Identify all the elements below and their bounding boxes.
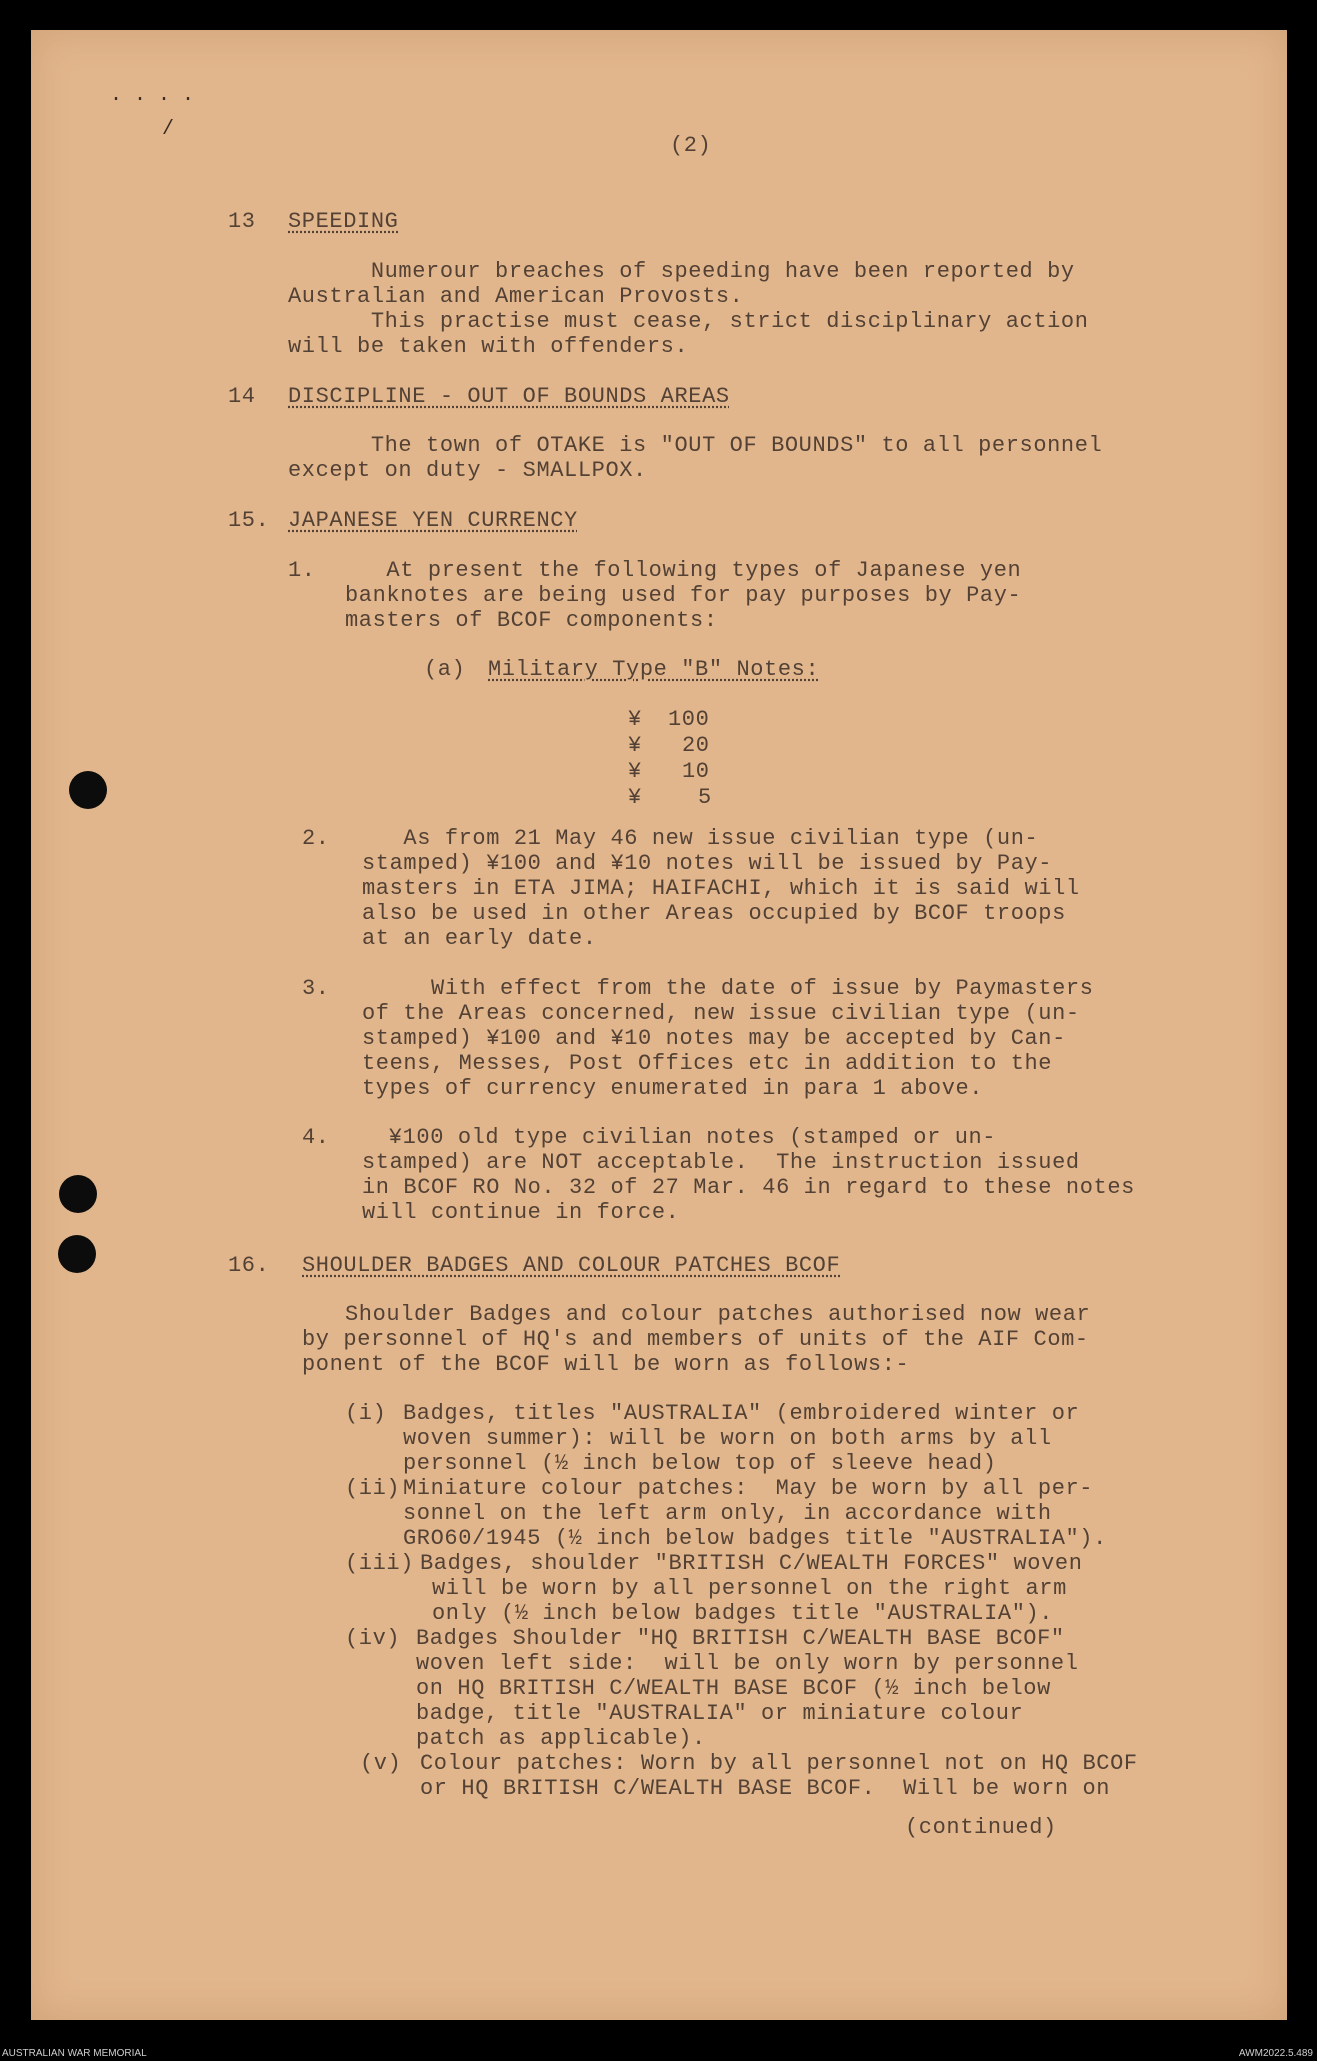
para-2-line: also be used in other Areas occupied by BCOF troops — [362, 901, 1066, 926]
item-i-line: personnel (½ inch below top of sleeve head) — [403, 1451, 997, 1476]
section-14-title: DISCIPLINE - OUT OF BOUNDS AREAS — [288, 384, 730, 409]
ink-speck: · · · · — [110, 88, 195, 111]
punch-hole — [58, 1235, 96, 1273]
item-iii-label: (iii) — [345, 1551, 415, 1576]
footer-archive-name: AUSTRALIAN WAR MEMORIAL — [2, 2048, 147, 2059]
section-16-number: 16. — [228, 1253, 270, 1278]
section-16-intro-line: ponent of the BCOF will be worn as follows:- — [302, 1352, 910, 1377]
section-13-line: Numerour breaches of speeding have been reported by — [288, 259, 1075, 284]
item-iii-line: will be worn by all personnel on the right arm — [432, 1576, 1067, 1601]
punch-hole — [69, 771, 107, 809]
ink-speck: / — [162, 118, 175, 141]
para-3-line: stamped) ¥100 and ¥10 notes may be accepted by Can- — [362, 1026, 1066, 1051]
item-iv-line: on HQ BRITISH C/WEALTH BASE BCOF (½ inch below — [416, 1676, 1051, 1701]
para-3-line: of the Areas concerned, new issue civilian type (un- — [362, 1001, 1080, 1026]
section-16-title: SHOULDER BADGES AND COLOUR PATCHES BCOF — [302, 1253, 841, 1278]
section-14-number: 14 — [228, 384, 256, 409]
item-ii-line: sonnel on the left arm only, in accordance with — [403, 1501, 1052, 1526]
item-iii-line: Badges, shoulder "BRITISH C/WEALTH FORCES" woven — [420, 1551, 1083, 1576]
item-i-line: woven summer): will be worn on both arms by all — [403, 1426, 1052, 1451]
para-1-line: masters of BCOF components: — [345, 608, 718, 633]
para-4-line: in BCOF RO No. 32 of 27 Mar. 46 in regard to these notes — [362, 1175, 1135, 1200]
item-ii-line: GRO60/1945 (½ inch below badges title "AUSTRALIA"). — [403, 1526, 1107, 1551]
item-iv-line: Badges Shoulder "HQ BRITISH C/WEALTH BASE BCOF" — [416, 1626, 1065, 1651]
item-ii-label: (ii) — [345, 1476, 401, 1501]
note-value: 5 — [698, 785, 712, 810]
item-ii-line: Miniature colour patches: May be worn by all per- — [403, 1476, 1094, 1501]
section-13-line: will be taken with offenders. — [288, 334, 689, 359]
section-14-line: The town of OTAKE is "OUT OF BOUNDS" to all personnel — [288, 433, 1103, 458]
para-3-line: types of currency enumerated in para 1 above. — [362, 1076, 984, 1101]
para-4-line: stamped) are NOT acceptable. The instruction issued — [362, 1150, 1080, 1175]
para-4-line: will continue in force. — [362, 1200, 680, 1225]
item-v-label: (v) — [360, 1751, 402, 1776]
item-v-line: Colour patches: Worn by all personnel not on HQ BCOF — [420, 1751, 1138, 1776]
note-value: 10 — [682, 759, 710, 784]
section-14-line: except on duty - SMALLPOX. — [288, 458, 647, 483]
section-16-intro-line: Shoulder Badges and colour patches authorised now wear — [345, 1302, 1091, 1327]
yen-symbol: ¥ — [628, 759, 642, 784]
item-iv-line: woven left side: will be only worn by personnel — [416, 1651, 1079, 1676]
para-1-line: banknotes are being used for pay purposes by Pay- — [345, 583, 1022, 608]
para-4-number: 4. — [302, 1125, 330, 1150]
yen-symbol: ¥ — [628, 785, 642, 810]
para-1-line: At present the following types of Japanese yen — [345, 558, 1022, 583]
note-value: 20 — [682, 733, 710, 758]
sub-a-title: Military Type "B" Notes: — [488, 657, 820, 682]
item-iv-line: patch as applicable). — [416, 1726, 706, 1751]
item-iii-line: only (½ inch below badges title "AUSTRALIA"). — [432, 1601, 1054, 1626]
para-2-number: 2. — [302, 826, 330, 851]
para-4-line: ¥100 old type civilian notes (stamped or un- — [375, 1125, 997, 1150]
section-13-number: 13 — [228, 209, 256, 234]
yen-symbol: ¥ — [628, 733, 642, 758]
para-3-line: teens, Messes, Post Offices etc in addition to the — [362, 1051, 1053, 1076]
para-3-line: With effect from the date of issue by Paymasters — [362, 976, 1094, 1001]
item-v-line: or HQ BRITISH C/WEALTH BASE BCOF. Will be worn on — [420, 1776, 1111, 1801]
yen-symbol: ¥ — [628, 707, 642, 732]
item-iv-line: badge, title "AUSTRALIA" or miniature colour — [416, 1701, 1024, 1726]
para-3-number: 3. — [302, 976, 330, 1001]
para-1-number: 1. — [288, 558, 316, 583]
continued-note: (continued) — [905, 1815, 1057, 1840]
para-2-line: stamped) ¥100 and ¥10 notes will be issued by Pay- — [362, 851, 1053, 876]
section-16-intro-line: by personnel of HQ's and members of units of the AIF Com- — [302, 1327, 1089, 1352]
para-2-line: at an early date. — [362, 926, 597, 951]
section-13-line: Australian and American Provosts. — [288, 284, 744, 309]
para-2-line: As from 21 May 46 new issue civilian type (un- — [362, 826, 1039, 851]
section-15-number: 15. — [228, 508, 270, 533]
section-13-line: This practise must cease, strict disciplinary action — [288, 309, 1089, 334]
footer-accession-number: AWM2022.5.489 — [1238, 2048, 1313, 2059]
page-number: (2) — [670, 133, 712, 158]
section-13-title: SPEEDING — [288, 209, 399, 234]
punch-hole — [59, 1175, 97, 1213]
sub-a-label: (a) — [424, 657, 466, 682]
note-value: 100 — [668, 707, 710, 732]
item-i-label: (i) — [345, 1401, 387, 1426]
item-i-line: Badges, titles "AUSTRALIA" (embroidered winter or — [403, 1401, 1080, 1426]
section-15-title: JAPANESE YEN CURRENCY — [288, 508, 578, 533]
item-iv-label: (iv) — [345, 1626, 401, 1651]
para-2-line: masters in ETA JIMA; HAIFACHI, which it is said will — [362, 876, 1080, 901]
